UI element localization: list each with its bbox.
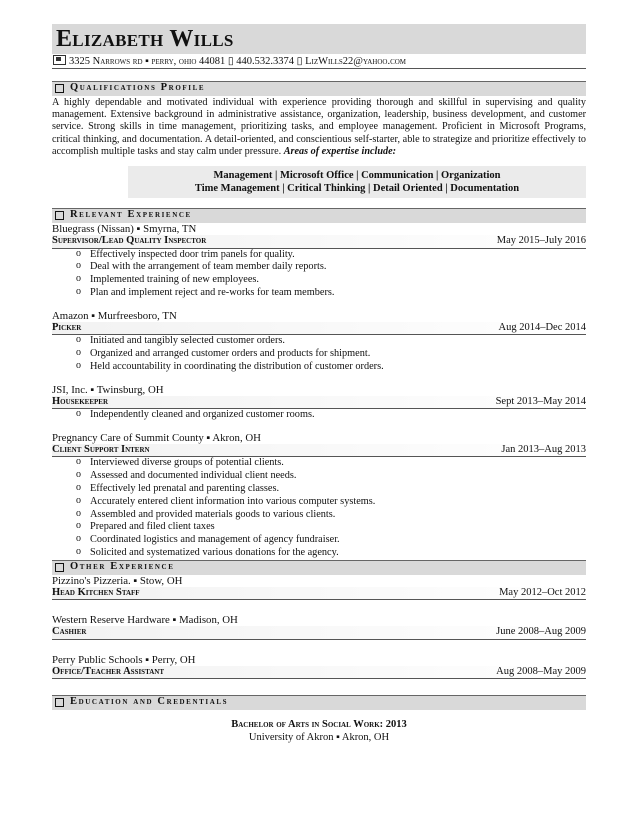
education-block	[52, 718, 586, 744]
contact-line	[52, 55, 586, 69]
section-header-qualifications	[52, 81, 586, 96]
section-header-relevant-experience	[52, 208, 586, 223]
job-dates: Jan 2013–Aug 2013	[501, 443, 586, 455]
list-item: o Independently cleaned and organized customer rooms.	[76, 409, 586, 422]
job-entry	[52, 310, 586, 374]
role-row	[52, 444, 586, 458]
job-title: Housekeeper	[52, 395, 109, 407]
job-entry	[52, 575, 586, 601]
list-item: o Assessed and documented individual client needs.	[76, 470, 586, 483]
job-dates: Aug 2014–Dec 2014	[498, 321, 586, 333]
section-title: Relevant Experience	[70, 209, 192, 221]
skills-box	[128, 166, 586, 198]
list-item: o Interviewed diverse groups of potential clients.	[76, 457, 586, 470]
resume-page	[52, 0, 586, 744]
section-title: Qualifications Profile	[70, 82, 206, 93]
list-item: o Held accountability in coordinating the distribution of customer orders.	[76, 361, 586, 374]
checkbox-icon	[55, 84, 64, 93]
employer: Pregnancy Care of Summit County ▪ Akron, OH	[52, 431, 261, 444]
list-item: o Effectively led prenatal and parenting classes.	[76, 483, 586, 496]
job-entry	[52, 654, 586, 680]
role-row	[52, 587, 586, 601]
checkbox-icon	[55, 698, 64, 707]
list-item: o Coordinated logistics and management of agency fundraiser.	[76, 534, 586, 547]
degree: Bachelor of Arts in Social Work: 2013	[231, 719, 407, 731]
qualifications-summary	[52, 97, 586, 158]
employer: Amazon ▪ Murfreesboro, TN	[52, 309, 177, 322]
job-title: Cashier	[52, 626, 87, 638]
employer: Bluegrass (Nissan) ▪ Smyrna, TN	[52, 223, 197, 236]
school: University of Akron ▪ Akron, OH	[248, 732, 390, 744]
list-item: o Accurately entered client information into various computer systems.	[76, 496, 586, 509]
job-dates: May 2012–Oct 2012	[499, 586, 586, 598]
job-title: Picker	[52, 321, 82, 333]
section-header-education	[52, 695, 586, 710]
list-item: o Solicited and systematized various donations for the agency.	[76, 547, 586, 560]
job-dates: Sept 2013–May 2014	[495, 395, 586, 407]
job-entry	[52, 223, 586, 300]
role-row	[52, 396, 586, 410]
job-entry	[52, 432, 586, 560]
employer: Perry Public Schools ▪ Perry, OH	[52, 653, 196, 666]
job-title: Supervisor/Lead Quality Inspector	[52, 235, 207, 247]
job-dates: June 2008–Aug 2009	[496, 626, 586, 638]
summary-text: A highly dependable and motivated individual with experience providing thorough and skillful in supervising and quality management. Extensive background in administrative assistance, organization, leadership, business development, and customer service. Strong skills in time management, prioritizing tasks, and employee management. Proficient in Microsoft Programs, critical thinking, and documentation. A detail-oriented, and conscientious self-starter, able to strategize and prioritize effectively to accomplish multiple tasks and stay calm under pressure.	[52, 97, 586, 157]
job-title: Office/Teacher Assistant	[52, 665, 164, 677]
list-item: o Deal with the arrangement of team member daily reports.	[76, 261, 586, 274]
job-title: Client Support Intern	[52, 443, 150, 455]
list-item: o Plan and implement reject and re-works for team members.	[76, 287, 586, 300]
employer: Pizzino's Pizzeria. ▪ Stow, OH	[52, 574, 183, 587]
checkbox-icon	[55, 563, 64, 572]
role-row	[52, 322, 586, 336]
job-title: Head Kitchen Staff	[52, 586, 140, 598]
list-item: o Assembled and provided materials goods to various clients.	[76, 509, 586, 522]
section-title: Other Experience	[70, 560, 175, 572]
list-item: o Effectively inspected door trim panels for quality.	[76, 249, 586, 262]
skills-line: Time Management | Critical Thinking | Detail Oriented | Documentation	[194, 183, 520, 195]
section-header-other-experience	[52, 560, 586, 575]
checkbox-icon	[55, 211, 64, 220]
job-dates: Aug 2008–May 2009	[496, 665, 586, 677]
list-item: o Initiated and tangibly selected customer orders.	[76, 335, 586, 348]
role-row	[52, 626, 586, 640]
skills-line: Management | Microsoft Office | Communication | Organization	[213, 170, 501, 182]
expertise-label: Areas of expertise include:	[283, 145, 397, 157]
list-item: o Implemented training of new employees.	[76, 274, 586, 287]
contact-card-icon	[53, 55, 66, 65]
name-banner	[52, 24, 586, 54]
list-item: o Organized and arranged customer orders and products for shipment.	[76, 348, 586, 361]
role-row	[52, 666, 586, 680]
job-entry	[52, 384, 586, 422]
contact-text: 3325 Narrows rd ▪ perry, ohio 44081 ▯ 440.532.3374 ▯ LizWills22@yahoo.com	[69, 56, 407, 67]
job-entry	[52, 614, 586, 640]
applicant-name: Elizabeth Wills	[56, 26, 234, 52]
employer: Western Reserve Hardware ▪ Madison, OH	[52, 614, 238, 627]
employer: JSI, Inc. ▪ Twinsburg, OH	[52, 383, 164, 396]
section-title: Education and Credentials	[70, 696, 229, 708]
job-dates: May 2015–July 2016	[496, 235, 586, 247]
list-item: o Prepared and filed client taxes	[76, 521, 586, 534]
role-row	[52, 235, 586, 249]
